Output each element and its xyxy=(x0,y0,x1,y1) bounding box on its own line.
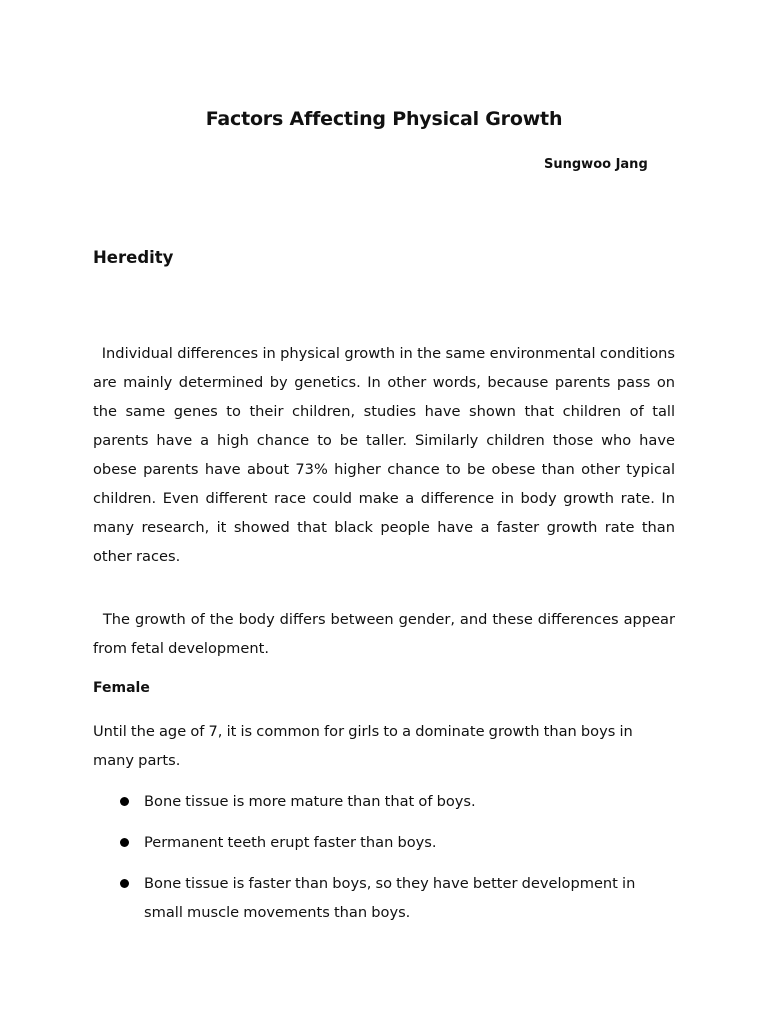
list-item xyxy=(118,828,678,857)
list-item xyxy=(118,869,678,927)
section-heading-heredity: Heredity xyxy=(93,248,174,267)
paragraph-female-growth: Until the age of 7, it is common for girls to a dominate growth than boys in many parts. xyxy=(93,723,633,769)
bullet-icon xyxy=(120,879,129,888)
author-name: Sungwoo Jang xyxy=(544,157,648,172)
bullet-icon xyxy=(120,797,129,806)
paragraph-heredity: Individual differences in physical growth in the same environmental conditions are mainly determined by genetics. In other words, because parents pass on the same genes to their children, studies have shown that children of tall parents have a high chance to be taller. Similarly children those who have obese parents have about 73% higher chance to be obese than other typical children. Even different race could make a difference in body growth rate. In many research, it showed that black people have a faster growth rate than other races. xyxy=(93,345,675,565)
list-item-text: Bone tissue is more mature than that of boys. xyxy=(144,793,476,810)
bullet-list xyxy=(118,787,678,939)
list-item-text: Bone tissue is faster than boys, so they have better development in small muscle movements than boys. xyxy=(144,875,636,921)
list-item-text: Permanent teeth erupt faster than boys. xyxy=(144,834,437,851)
document-title: Factors Affecting Physical Growth xyxy=(205,108,563,130)
paragraph-gender-growth: The growth of the body differs between gender, and these differences appear from fetal development. xyxy=(93,611,675,657)
list-item xyxy=(118,787,678,816)
subheading-female: Female xyxy=(93,680,150,696)
bullet-icon xyxy=(120,838,129,847)
